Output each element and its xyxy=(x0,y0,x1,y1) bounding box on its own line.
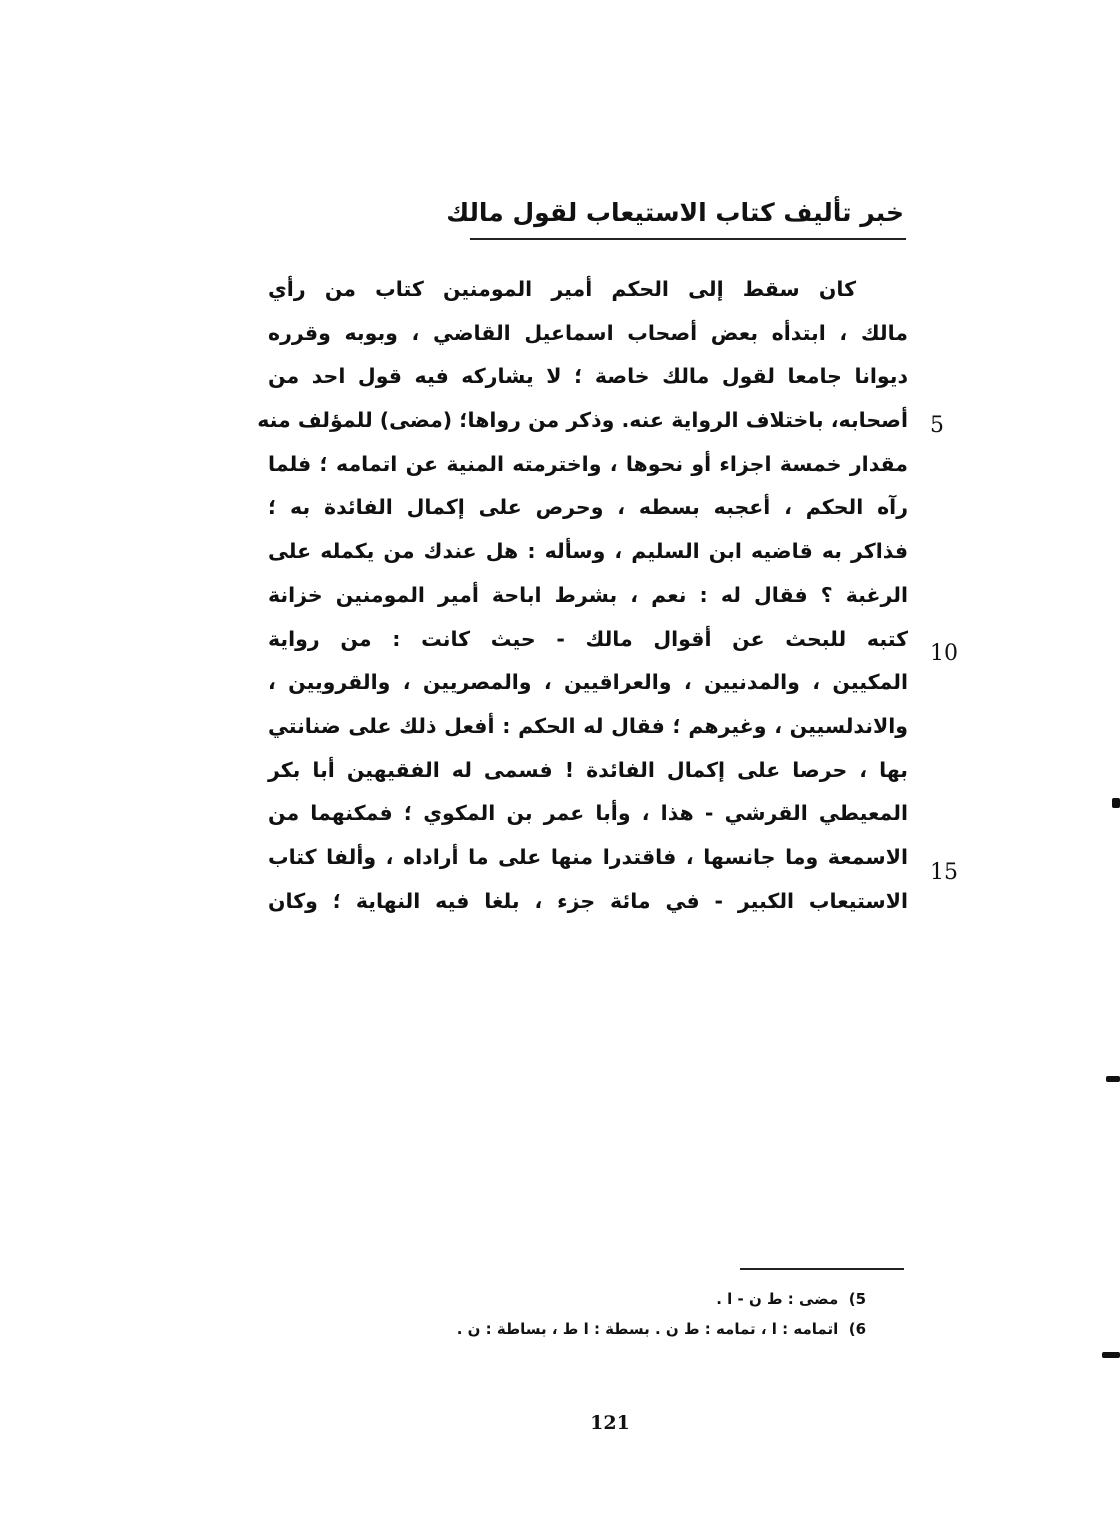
footnote-number: 6) xyxy=(848,1320,866,1338)
text-line: كتبه للبحث عن أقوال مالك - حيث كانت : من رواية xyxy=(268,626,908,651)
scan-mark xyxy=(1106,1076,1120,1082)
text-line: الرغبة ؟ فقال له : نعم ، بشرط اباحة أمير المومنين خزانة xyxy=(268,582,908,607)
footnote-separator xyxy=(740,1268,904,1270)
footnote-text: مضى : ط ن - ا . xyxy=(716,1290,839,1308)
footnote xyxy=(300,1314,866,1344)
line-number-5: 5 xyxy=(930,413,944,438)
page-heading: خبر تأليف كتاب الاستيعاب لقول مالك xyxy=(446,198,904,227)
text-line: مالك ، ابتدأه بعض أصحاب اسماعيل القاضي ، وبوبه وقرره xyxy=(268,320,908,345)
text-line: مقدار خمسة اجزاء أو نحوها ، واخترمته المنية عن اتمامه ؛ فلما xyxy=(268,451,908,476)
text-line: بها ، حرصا على إكمال الفائدة ! فسمى له الفقيهين أبا بكر xyxy=(268,757,908,782)
text-line: ديوانا جامعا لقول مالك خاصة ؛ لا يشاركه فيه قول احد من xyxy=(268,364,908,389)
line-number-15: 15 xyxy=(930,860,958,885)
main-text xyxy=(257,268,908,923)
text-line: رآه الحكم ، أعجبه بسطه ، وحرص على إكمال الفائدة به ؛ xyxy=(268,495,908,520)
text-line: المكيين ، والمدنيين ، والعراقيين ، والمصريين ، والقرويين ، xyxy=(268,670,908,695)
footnotes xyxy=(300,1284,866,1344)
text-line: كان سقط إلى الحكم أمير المومنين كتاب من رأي xyxy=(268,277,856,301)
scan-mark xyxy=(1102,1352,1120,1358)
text-line: أصحابه، باختلاف الرواية عنه. وذكر من رواها؛ (مضى) للمؤلف منه xyxy=(257,408,908,433)
heading-underline xyxy=(470,238,906,240)
text-line: الاسمعة وما جانسها ، فاقتدرا منها على ما أراداه ، وألفا كتاب xyxy=(268,844,908,869)
text-line: الاستيعاب الكبير - في مائة جزء ، بلغا فيه النهاية ؛ وكان xyxy=(268,888,908,913)
footnote-text: اتمامه : ا ، تمامه : ط ن . بسطة : ا ط ، بساطة : ن . xyxy=(456,1320,839,1338)
text-line: فذاكر به قاضيه ابن السليم ، وسأله : هل عندك من يكمله على xyxy=(268,539,908,564)
footnote-number: 5) xyxy=(848,1290,866,1308)
page-number: 121 xyxy=(590,1412,630,1434)
text-line: المعيطي القرشي - هذا ، وأبا عمر بن المكوي ؛ فمكنهما من xyxy=(268,801,908,826)
scan-mark xyxy=(1112,798,1120,808)
line-number-10: 10 xyxy=(930,641,958,666)
text-line: والاندلسيين ، وغيرهم ؛ فقال له الحكم : أفعل ذلك على ضنانتي xyxy=(268,713,908,738)
footnote xyxy=(300,1284,866,1314)
